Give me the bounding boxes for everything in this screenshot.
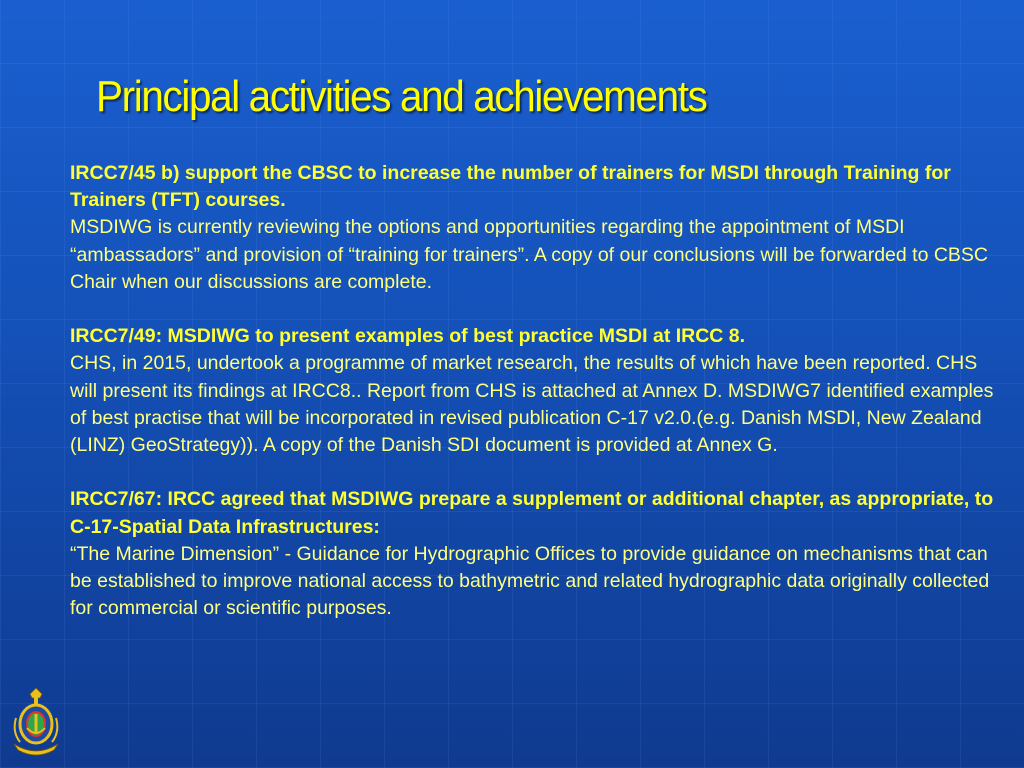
section-body: “The Marine Dimension” - Guidance for Hydrographic Offices to provide guidance on mechanisms that can be established to improve national access to bathymetric and related hydrographic data originally collected for commercial or scientific purposes.: [70, 542, 990, 620]
section-heading: IRCC7/45 b) support the CBSC to increase the number of trainers for MSDI through Training for Trainers (TFT) courses.: [70, 162, 951, 212]
section-ircc7-67: [70, 486, 1000, 622]
section-ircc7-45: [70, 160, 1000, 296]
iho-emblem-icon: [10, 688, 62, 758]
slide-title: Principal activities and achievements: [96, 72, 707, 121]
slide-content: [70, 160, 1000, 650]
section-heading: IRCC7/49: MSDIWG to present examples of best practice MSDI at IRCC 8.: [70, 325, 746, 348]
section-body: MSDIWG is currently reviewing the options and opportunities regarding the appointment of MSDI “ambassadors” and provision of “training for trainers”. A copy of our conclusions will be forwarded to CBSC Chair when our discussions are complete.: [70, 216, 989, 293]
section-heading: IRCC7/67: IRCC agreed that MSDIWG prepare a supplement or additional chapter, as appropriate, to C-17-Spatial Data Infrastructures:: [70, 488, 994, 538]
section-ircc7-49: [70, 323, 1000, 459]
section-body: CHS, in 2015, undertook a programme of market research, the results of which have been reported. CHS will present its findings at IRCC8.. Report from CHS is attached at Annex D. MSDIWG7 identified examples of best practise that will be incorporated in revised publication C-17 v2.0.(e.g. Danish MSDI, New Zealand (LINZ) GeoStrategy)). A copy of the Danish SDI document is provided at Annex G.: [70, 352, 994, 457]
